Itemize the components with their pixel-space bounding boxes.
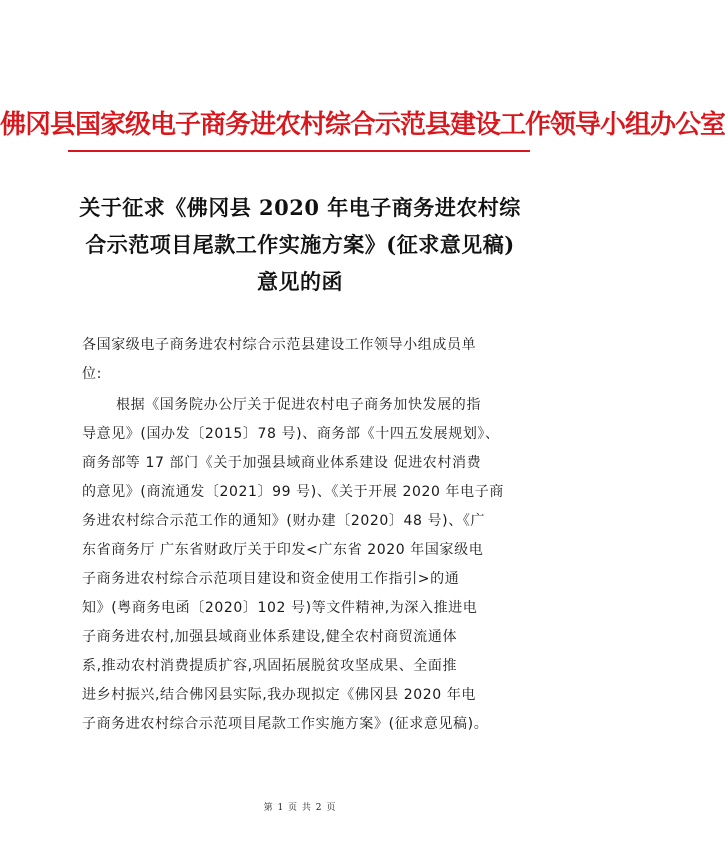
- body-text-line: 导意见》(国办发〔2015〕78 号)、商务部《十四五发展规划》、: [82, 426, 500, 442]
- document-title-line: 意见的函: [257, 269, 343, 294]
- body-paragraph: [82, 391, 514, 739]
- recipient-line: [82, 331, 514, 389]
- body-text-line: 务进农村综合示范工作的通知》(财办建〔2020〕48 号)、《广: [82, 513, 486, 529]
- page-number: 第 1 页 共 2 页: [263, 803, 337, 813]
- body-text-line: 进乡村振兴,结合佛冈县实际,我办现拟定《佛冈县 2020 年电: [82, 687, 477, 703]
- body-text-line: 根据《国务院办公厅关于促进农村电子商务加快发展的指: [116, 397, 481, 413]
- body-text-line: 子商务进农村综合示范项目尾款工作实施方案》(征求意见稿)。: [82, 716, 489, 732]
- body-text-line: 商务部等 17 部门《关于加强县域商业体系建设 促进农村消费: [82, 455, 482, 471]
- document-title-line: 关于征求《佛冈县 2020 年电子商务进农村综: [79, 195, 521, 220]
- body-text-line: 的意见》(商流通发〔2021〕99 号)、《关于开展 2020 年电子商: [82, 484, 504, 500]
- body-text-line: 系,推动农村消费提质扩容,巩固拓展脱贫攻坚成果、全面推: [82, 658, 458, 674]
- body-text-line: 知》(粤商务电函〔2020〕102 号)等文件精神,为深入推进电: [82, 600, 478, 616]
- body-text-line: 子商务进农村综合示范项目建设和资金使用工作指引>的通: [82, 571, 460, 587]
- recipient-text-line: 位:: [82, 366, 102, 382]
- document-title-line: 合示范项目尾款工作实施方案》(征求意见稿): [85, 232, 515, 257]
- recipient-text-line: 各国家级电子商务进农村综合示范县建设工作领导小组成员单: [82, 337, 477, 353]
- body-text-line: 东省商务厅 广东省财政厅关于印发<广东省 2020 年国家级电: [82, 542, 484, 558]
- body-text-line: 子商务进农村,加强县域商业体系建设,健全农村商贸流通体: [82, 629, 458, 645]
- issuing-office-title: 佛冈县国家级电子商务进农村综合示范县建设工作领导小组办公室: [0, 110, 725, 140]
- document-title: [60, 189, 540, 300]
- header-divider-line: [68, 150, 530, 152]
